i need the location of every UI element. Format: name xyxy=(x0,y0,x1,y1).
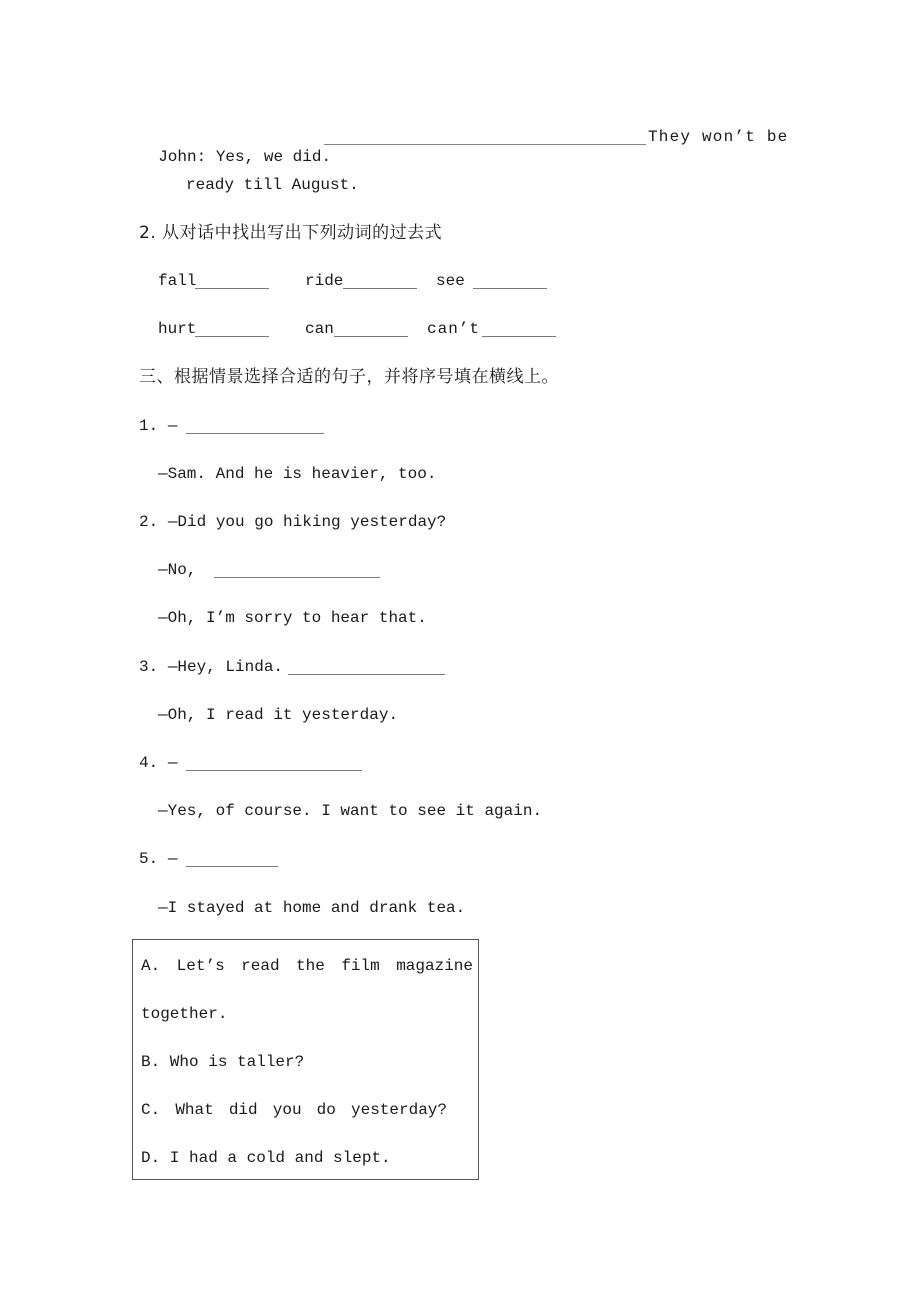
verb-blank-hurt[interactable] xyxy=(195,321,269,337)
verb-blank-see[interactable] xyxy=(473,273,547,289)
dialogue-text-after: They won’t be xyxy=(648,128,789,146)
dash: — xyxy=(167,850,178,868)
question-text: —Did you go hiking yesterday? xyxy=(167,513,447,531)
option-d: D. I had a cold and slept. xyxy=(141,1149,391,1167)
verb-item-can xyxy=(305,319,334,339)
item5-answer: —I stayed at home and drank tea. xyxy=(158,899,466,917)
verb-item-see xyxy=(436,271,474,291)
item2-question xyxy=(139,512,446,532)
verb-item-cant xyxy=(427,319,480,339)
option-a-wrap: together. xyxy=(141,1005,228,1023)
verb-label: can’t xyxy=(427,320,481,338)
section2-heading: 2. 从对话中找出写出下列动词的过去式 xyxy=(139,223,443,243)
item3-blank[interactable] xyxy=(288,659,445,675)
verb-label: can xyxy=(305,320,334,338)
verb-label: ride xyxy=(305,272,344,290)
verb-blank-can[interactable] xyxy=(334,321,408,337)
verb-blank-ride[interactable] xyxy=(343,273,417,289)
option-a: A. Let’s read the film magazine xyxy=(141,957,473,975)
item3-answer: —Oh, I read it yesterday. xyxy=(158,706,399,724)
item4-question xyxy=(139,753,177,773)
item3-question xyxy=(139,657,283,677)
item1-blank[interactable] xyxy=(186,418,324,434)
verb-blank-fall[interactable] xyxy=(195,273,269,289)
dialogue-text: Yes, we did. xyxy=(215,148,332,166)
item-number: 1. xyxy=(139,417,159,435)
dialogue-wrap-line: ready till August. xyxy=(186,176,359,194)
verb-item-ride xyxy=(305,271,343,291)
item1-answer: —Sam. And he is heavier, too. xyxy=(158,465,437,483)
item4-answer: —Yes, of course. I want to see it again. xyxy=(158,802,543,820)
verb-item-fall xyxy=(158,271,196,291)
question-text: —Hey, Linda. xyxy=(167,658,284,676)
dialogue-line-john xyxy=(139,127,332,166)
verb-label: hurt xyxy=(158,320,197,338)
item1-question xyxy=(139,416,177,436)
dash: — xyxy=(167,754,178,772)
item4-blank[interactable] xyxy=(186,755,362,771)
verb-label: see xyxy=(436,272,475,290)
option-b: B. Who is taller? xyxy=(141,1053,305,1071)
item-number: 2. xyxy=(139,513,159,531)
item-number: 3. xyxy=(139,658,159,676)
item-number: 4. xyxy=(139,754,159,772)
dash: — xyxy=(167,417,178,435)
item5-blank[interactable] xyxy=(186,851,278,867)
speaker-label: John: xyxy=(158,148,207,166)
option-c: C. What did you do yesterday? xyxy=(141,1101,447,1119)
item2-blank[interactable] xyxy=(214,562,380,578)
item2-mid: —No, xyxy=(158,561,207,579)
item-number: 5. xyxy=(139,850,159,868)
item5-question xyxy=(139,849,177,869)
verb-item-hurt xyxy=(158,319,196,339)
verb-label: fall xyxy=(158,272,197,290)
item2-answer: —Oh, I’m sorry to hear that. xyxy=(158,609,427,627)
section3-heading: 三、根据情景选择合适的句子，并将序号填在横线上。 xyxy=(139,367,559,387)
options-box xyxy=(132,939,479,1180)
answer-blank[interactable] xyxy=(324,129,646,145)
verb-blank-cant[interactable] xyxy=(482,321,556,337)
